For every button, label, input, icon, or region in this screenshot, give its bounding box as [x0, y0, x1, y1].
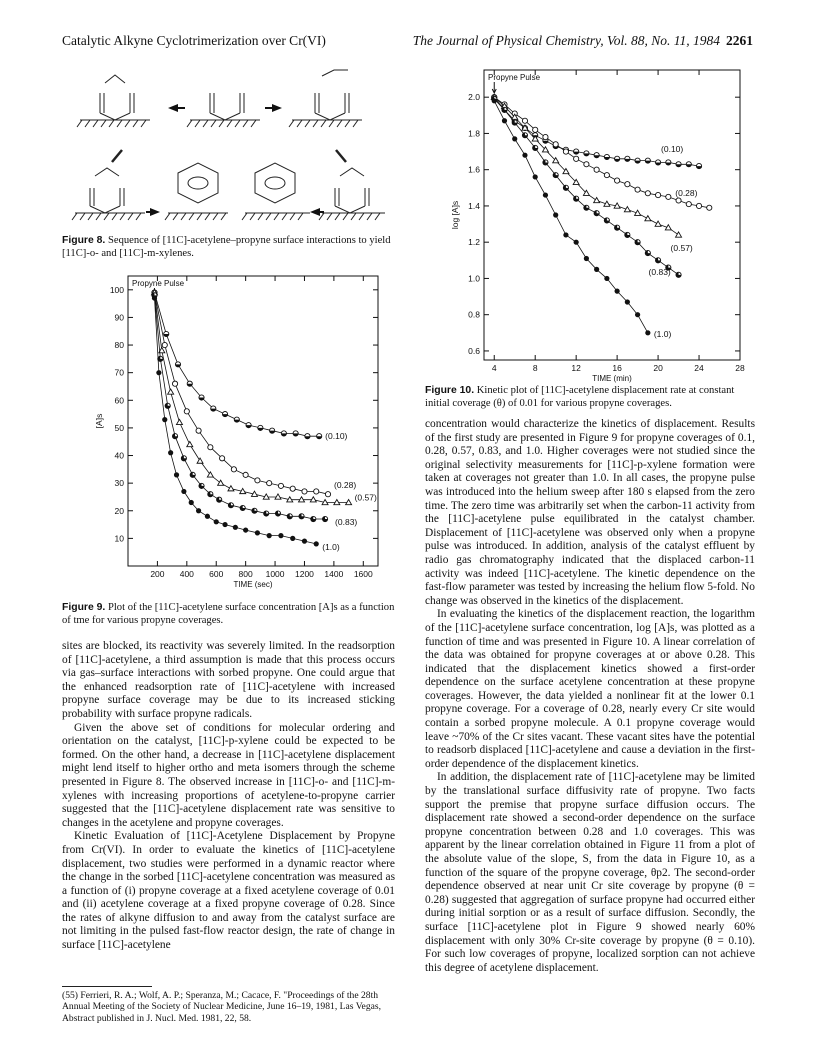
y-tick-label: 1.8: [468, 128, 480, 139]
surface-hatch-7: [319, 213, 385, 220]
running-head-left: Catalytic Alkyne Cyclotrimerization over Cr(VI): [62, 33, 326, 48]
data-point: [205, 514, 210, 519]
surface-hatch-1: [77, 120, 150, 127]
data-point: [492, 98, 497, 103]
figure10-caption-label: Figure 10.: [425, 385, 475, 396]
data-point: [162, 417, 167, 422]
data-point: [346, 499, 352, 504]
data-point: [181, 489, 186, 494]
y-tick-label: 1.2: [468, 237, 480, 248]
data-point: [168, 389, 174, 394]
propyne-pulse-label: Propyne Pulse: [488, 73, 541, 82]
data-point: [267, 481, 272, 486]
data-point: [184, 409, 189, 414]
data-point: [604, 173, 609, 178]
data-point: [645, 330, 650, 335]
figure8-scheme: [60, 58, 395, 238]
data-point: [594, 198, 600, 203]
data-point: [302, 539, 307, 544]
data-point: [574, 156, 579, 161]
y-tick-label: 40: [114, 450, 124, 461]
y-tick-label: 10: [114, 533, 124, 544]
data-point: [196, 508, 201, 513]
data-point: [696, 203, 701, 208]
data-point: [584, 162, 589, 167]
data-point: [655, 192, 660, 197]
x-tick-label: 1600: [353, 569, 373, 579]
footnote: (55) Ferrieri, R. A.; Wolf, A. P.; Speranza, M.; Cacace, F. "Proceedings of the 28th Annual Meeting of the Society of Nuclear Medicine, June 16–19, 1981, Las Vegas, Abstract published in J. Nucl. Med. 1981, 22, 58.: [62, 990, 382, 1024]
series-label: (1.0): [653, 328, 672, 339]
data-point: [666, 194, 671, 199]
left-paragraph: Given the above set of conditions for molecular ordering and orientation on the catalyst, [11C]-p-xylene could be expected to be formed. On the other hand, a decrease in [11C]-acetylene displacement might lend itself to higher ortho and meta isomers through the scheme presented in Figure 8. The observed increase in [11C]-o- and [11C]-m-xylenes with increasing proportions of acetylene-to-propyne carrier suggested that the [11C]-acetylene displacement rate was sensitive to changes in the acetylene and propyne coverages.: [62, 721, 395, 829]
data-point: [174, 472, 179, 477]
y-axis-label: log [A]s: [450, 200, 460, 230]
x-tick-label: 1400: [324, 569, 344, 579]
data-point: [156, 370, 161, 375]
figure9-caption-label: Figure 9.: [62, 602, 106, 613]
data-point: [233, 525, 238, 530]
x-axis-label: TIME (min): [592, 374, 632, 383]
data-point: [302, 489, 307, 494]
arrow-left-shaft-2: [318, 211, 324, 213]
journal-citation: The Journal of Physical Chemistry, Vol. 88, No. 11, 1984: [412, 33, 720, 48]
data-point: [512, 136, 517, 141]
data-point: [197, 458, 203, 463]
y-tick-label: 100: [109, 284, 124, 295]
data-point: [290, 536, 295, 541]
y-tick-label: 70: [114, 367, 124, 378]
data-point: [645, 216, 651, 221]
series-label: (0.83): [648, 266, 671, 277]
series-line: [494, 101, 648, 333]
right-paragraph: In evaluating the kinetics of the displacement reaction, the logarithm of the [11C]-acetylene surface concentration, log [A]s, was plotted as a function of time and was presented in Figure 10. A linear correlation of the data was obtained for propyne coverages at or above 0.28. This indicated that the displacement kinetics showed a first-order dependence on the surface acetylene concentration at these propyne coverages. However, the data yielded a nonlinear fit at the lower 0.1 propyne coverage. For a coverage of 0.28, nearly every Cr site would contain a sorbed propyne molecule. A 0.1 propyne coverage would leave ~70% of the Cr sites vacant. These vacant sites have the potential to readsorb displaced [11C]-acetylene and cause a deviation in the first-order dependence of the displacement kinetics.: [425, 608, 755, 770]
right-column-body: [425, 418, 755, 975]
data-point: [278, 483, 283, 488]
data-point: [553, 142, 558, 147]
data-point: [655, 221, 661, 226]
series-label: (0.57): [354, 492, 377, 503]
data-point: [563, 232, 568, 237]
x-tick-label: 200: [150, 569, 165, 579]
y-tick-label: 60: [114, 395, 124, 406]
data-point: [615, 289, 620, 294]
data-point: [502, 118, 507, 123]
data-point: [220, 456, 225, 461]
data-point: [686, 202, 691, 207]
y-tick-label: 0.6: [468, 345, 480, 356]
data-point: [189, 500, 194, 505]
y-tick-label: 1.0: [468, 273, 480, 284]
data-point: [290, 486, 295, 491]
plot-frame: [484, 70, 740, 360]
page-number: 2261: [726, 33, 753, 48]
data-point: [625, 182, 630, 187]
data-point: [553, 212, 558, 217]
x-tick-label: 600: [209, 569, 224, 579]
data-point: [243, 472, 248, 477]
x-tick-label: 8: [532, 363, 538, 373]
series-label: (0.57): [670, 242, 693, 253]
right-paragraph: In addition, the displacement rate of [11C]-acetylene may be limited by the translational surface diffusivity rate of propyne. Two facts support the premise that propyne surface diffusion occurs. The displacement rate showed a second-order dependence on the surface propyne concentration between 0.28 and 1.0 coverages. This was apparent by the linear correlation obtained in Figure 11 from a plot of the absolute value of the slope, S, from the data in Figure 10, as a function of the square of the propyne coverage, θp2. The second-order dependence observed at near unit Cr site coverage by propyne (θ = 0.28) suggested that aggregation of surface propyne had occurred either during initial sorption or as a result of surface diffusion. Secondly, the surface [11C]-acetylene plot in Figure 9 showed nearly 60% displacement with only 30% Cr-site coverage by propyne (θ = 0.10). For such low coverages of propyne, localized sorption can not achieve this degree of acetylene displacement.: [425, 771, 755, 974]
data-point: [594, 167, 599, 172]
x-tick-label: 16: [612, 363, 622, 373]
surface-hatch-3: [289, 120, 362, 127]
arrow-right-shaft-2: [146, 211, 152, 213]
data-point: [604, 276, 609, 281]
series-line: [155, 293, 329, 495]
data-point: [594, 267, 599, 272]
propyne-pulse-label: Propyne Pulse: [132, 279, 185, 288]
figure10-caption: [425, 385, 755, 411]
y-tick-label: 30: [114, 478, 124, 489]
data-point: [172, 381, 177, 386]
figure8-caption-text: Sequence of [11C]-acetylene–propyne surface interactions to yield [11C]-o- and [11C]-m-xylenes.: [62, 235, 391, 259]
data-point: [325, 492, 330, 497]
data-point: [168, 450, 173, 455]
x-tick-label: 12: [571, 363, 581, 373]
data-point: [615, 178, 620, 183]
series-line: [155, 295, 326, 519]
y-tick-label: 0.8: [468, 309, 480, 320]
series-label: (0.83): [335, 517, 358, 528]
figure9-chart: [88, 268, 388, 598]
data-point: [676, 198, 681, 203]
surface-hatch-5: [165, 213, 228, 220]
data-point: [267, 533, 272, 538]
data-point: [255, 478, 260, 483]
surface-hatch-6: [242, 213, 310, 220]
figure10-caption-text: Kinetic plot of [11C]-acetylene displacement rate at constant initial coverage (θ) of 0.01 for various propyne coverages.: [425, 385, 735, 409]
y-tick-label: 80: [114, 340, 124, 351]
data-point: [243, 527, 248, 532]
series-label: (0.28): [675, 187, 698, 198]
x-tick-label: 28: [735, 363, 745, 373]
series-label: (0.10): [661, 144, 684, 155]
data-point: [231, 467, 236, 472]
data-point: [255, 530, 260, 535]
series-label: (0.10): [325, 431, 348, 442]
data-point: [625, 299, 630, 304]
data-point: [522, 118, 527, 123]
data-point: [635, 187, 640, 192]
data-point: [218, 480, 224, 485]
x-tick-label: 1200: [295, 569, 314, 579]
arrow-right-shaft-1: [265, 107, 274, 109]
data-point: [574, 240, 579, 245]
figure8-caption-label: Figure 8.: [62, 235, 106, 246]
data-point: [645, 191, 650, 196]
surface-hatch-2: [187, 120, 260, 127]
figure8-caption: [62, 235, 395, 261]
data-point: [533, 127, 538, 132]
x-tick-label: 24: [694, 363, 704, 373]
figure9-caption-text: Plot of the [11C]-acetylene surface concentration [A]s as a function of tme for various propyne coverages.: [62, 602, 395, 626]
y-tick-label: 2.0: [468, 92, 480, 103]
figure9-caption: [62, 602, 395, 628]
data-point: [208, 445, 213, 450]
data-point: [152, 295, 157, 300]
footnote-rule: [62, 986, 152, 987]
running-head-right: [395, 33, 753, 49]
data-point: [187, 441, 193, 446]
y-tick-label: 1.6: [468, 164, 480, 175]
data-point: [228, 486, 234, 491]
series-label: (1.0): [322, 541, 340, 552]
data-point: [222, 522, 227, 527]
x-tick-label: 20: [653, 363, 663, 373]
data-point: [196, 428, 201, 433]
data-point: [314, 541, 319, 546]
data-point: [635, 312, 640, 317]
data-point: [214, 519, 219, 524]
x-tick-label: 800: [238, 569, 253, 579]
x-tick-label: 400: [179, 569, 194, 579]
y-axis-label: [A]s: [94, 413, 104, 429]
data-point: [676, 232, 682, 237]
data-point: [162, 342, 167, 347]
arrow-left-shaft-1: [176, 107, 185, 109]
left-column-body: [62, 640, 395, 953]
data-point: [275, 494, 281, 499]
data-point: [314, 489, 319, 494]
data-point: [543, 134, 548, 139]
y-tick-label: 90: [114, 312, 124, 323]
left-paragraph: Kinetic Evaluation of [11C]-Acetylene Displacement by Propyne from Cr(VI). In order to evaluate the kinetics of [11C]-acetylene displacement, two studies were performed in a dynamic reactor where the change in the sorbed [11C]-acetylene concentration was measured as a function of (i) propyne coverage at a fixed acetylene coverage of 0.01 and (ii) acetylene coverage at a fixed propyne coverage of 0.28. Since the rates of alkyne diffusion to and away from the catalyst surface are not limiting in the pulsed fast-flow reactor design, the rate of change in surface [11C]-acetylene: [62, 830, 395, 952]
series-line: [155, 293, 349, 503]
data-point: [707, 205, 712, 210]
data-point: [334, 499, 340, 504]
data-point: [533, 174, 538, 179]
x-axis-label: TIME (sec): [233, 580, 273, 589]
data-point: [176, 419, 182, 424]
y-tick-label: 1.4: [468, 200, 480, 211]
series-label: (0.28): [334, 480, 357, 491]
left-paragraph: sites are blocked, its reactivity was severely limited. In the readsorption of [11C]-acetylene, a third assumption is made that this process occurs via gas–surface interactions with sorbed propyne. One could argue that the enhanced readsorption rate of [11C]-acetylene with increased propyne surface coverage may be due to its increased sticking probability with surface propyne radicals.: [62, 640, 395, 720]
data-point: [278, 533, 283, 538]
data-point: [563, 149, 568, 154]
y-tick-label: 20: [114, 505, 124, 516]
figure10-chart: [450, 62, 750, 384]
y-tick-label: 50: [114, 422, 124, 433]
data-point: [522, 153, 527, 158]
x-tick-label: 1000: [265, 569, 285, 579]
surface-hatch-4: [72, 213, 145, 220]
right-paragraph: concentration would characterize the kinetics of displacement. Results of the first study are presented in Figure 9 for propyne coverages of 0.1, 0.28, 0.57, 0.83, and 1.0. Higher coverages were not studied since the original selectivity measurements for [11C]-p-xylene formation were taken at coverages not greater than 1.0. In all cases, the propyne pulse was introduced into the helium sweep after 180 s elapsed from the zero time. The zero time was arbitrarily set when the carbon-11 activity from the [11C]-acetylene pulse equilibrated in the catalyst chamber. Displacement of [11C]-acetylene was observed only when a propyne pulse was introduced. In addition, analysis of the catalyst effluent by radio gas chromatography indicated that the displaced carbon-11 activity was indeed [11C]-acetylene. The kinetic dependence on the fast-flow parameter was tested by increasing the helium flow 5-fold. No change was observed in the kinetics of the displacement.: [425, 418, 755, 607]
data-point: [584, 256, 589, 261]
data-point: [543, 192, 548, 197]
x-tick-label: 4: [491, 363, 497, 373]
